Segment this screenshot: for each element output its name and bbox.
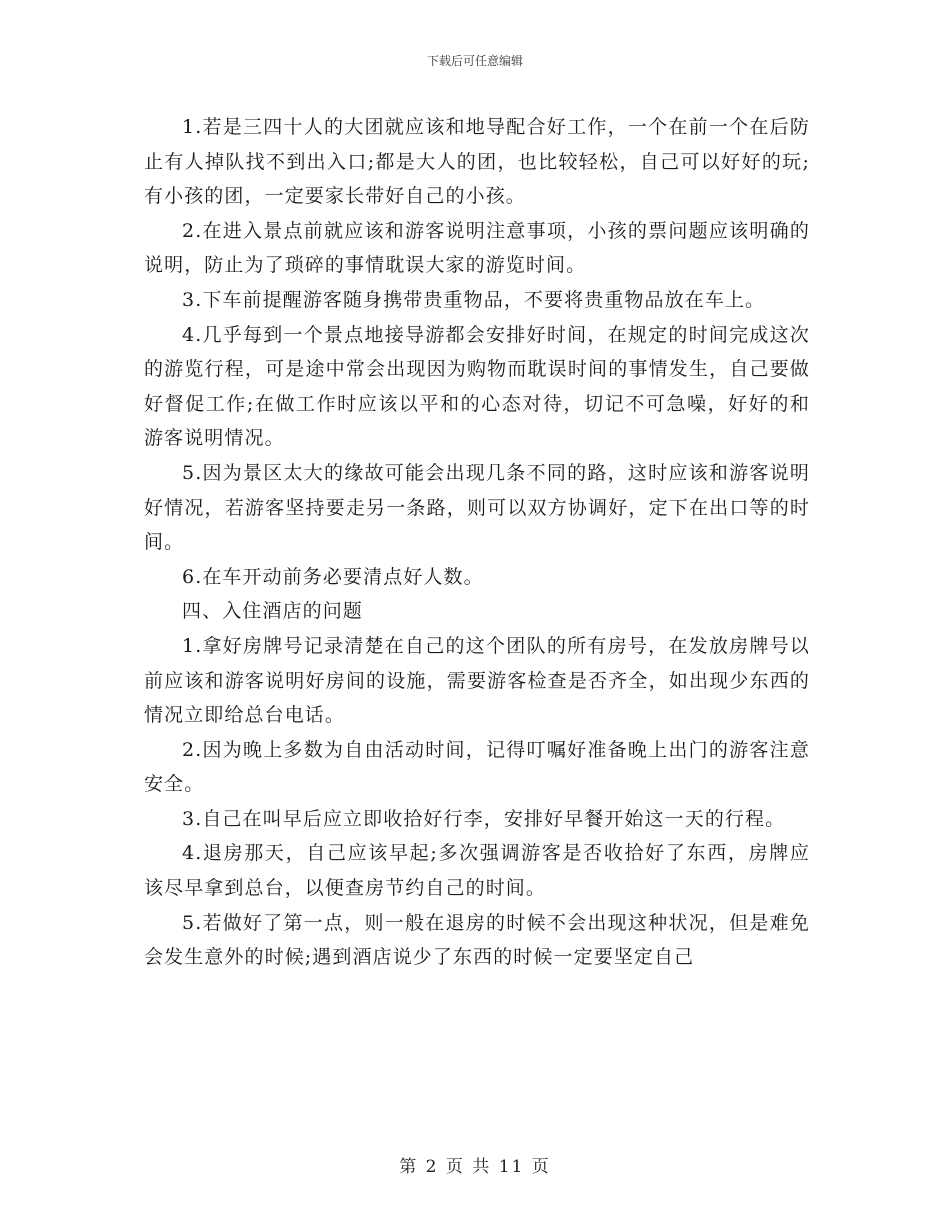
paragraph: 6.在车开动前务必要清点好人数。: [182, 565, 484, 588]
paragraph: 4.几乎每到一个景点地接导游都会安排好时间，在规定的时间完成这次的游览行程，可是途中常会出现因为购物而耽误时间的事情发生，自己要做好督促工作;在做工作时应该以平和的心态对待，切记不可急噪，好好的和游客说明情况。: [144, 323, 810, 450]
paragraph: 2.因为晚上多数为自由活动时间，记得叮嘱好准备晚上出门的游客注意安全。: [144, 738, 810, 796]
page-header: 下载后可任意编辑: [426, 54, 523, 68]
document-body: [144, 110, 810, 975]
paragraph: 3.下车前提醒游客随身携带贵重物品，不要将贵重物品放在车上。: [182, 288, 766, 311]
paragraph: 4.退房那天，自己应该早起;多次强调游客是否收拾好了东西，房牌应该尽早拿到总台，以便查房节约自己的时间。: [144, 842, 810, 900]
paragraph: 1.拿好房牌号记录清楚在自己的这个团队的所有房号，在发放房牌号以前应该和游客说明好房间的设施，需要游客检查是否齐全，如出现少东西的情况立即给总台电话。: [144, 634, 810, 727]
section-heading: 四、入住酒店的问题: [182, 600, 363, 623]
paragraph: 3.自己在叫早后应立即收拾好行李，安排好早餐开始这一天的行程。: [182, 807, 786, 830]
paragraph: 1.若是三四十人的大团就应该和地导配合好工作，一个在前一个在后防止有人掉队找不到出入口;都是大人的团，也比较轻松，自己可以好好的玩;有小孩的团，一定要家长带好自己的小孩。: [144, 116, 810, 208]
paragraph: 5.因为景区太大的缘故可能会出现几条不同的路，这时应该和游客说明好情况，若游客坚持要走另一条路，则可以双方协调好，定下在出口等的时间。: [144, 461, 810, 554]
page-footer: 第 2 页 共 11 页: [399, 1157, 551, 1177]
paragraph: 2.在进入景点前就应该和游客说明注意事项，小孩的票问题应该明确的说明，防止为了琐碎的事情耽误大家的游览时间。: [144, 219, 810, 277]
paragraph: 5.若做好了第一点，则一般在退房的时候不会出现这种状况，但是难免会发生意外的时候;遇到酒店说少了东西的时候一定要坚定自己: [144, 911, 810, 969]
